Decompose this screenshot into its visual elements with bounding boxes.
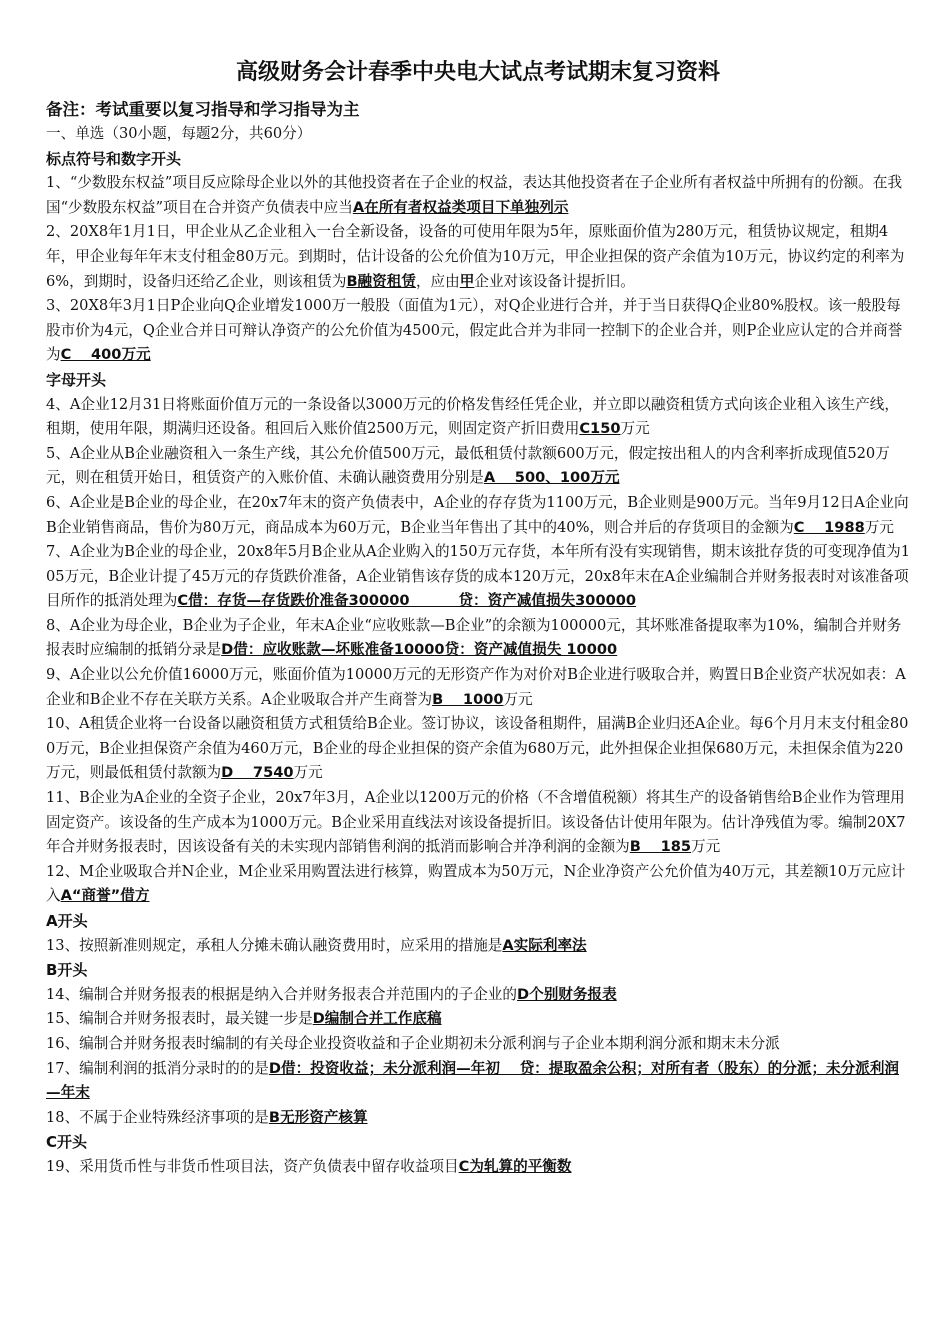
question-12 bbox=[46, 860, 910, 909]
question-6 bbox=[46, 491, 910, 540]
answer: C150 bbox=[579, 420, 621, 438]
question-text: 9、A企业以公允价值16000万元，账面价值为10000万元的无形资产作为对价对B企业进行吸取合并，购置日B企业资产状况如表：A企业和B企业不存在关联方关系。A企业吸取合并产生商誉为 bbox=[46, 666, 906, 708]
question-text-tail: 万元 bbox=[864, 518, 894, 536]
group-heading-letter: 字母开头 bbox=[46, 370, 107, 389]
question-text: 3、20X8年3月1日P企业向Q企业增发1000万一般股（面值为1元），对Q企业进行合并，并于当日获得Q企业80%股权。该一般股每股市价为4元，Q企业合并日可辩认净资产的公允价值为4500元，假定此合并为非同一控制下的企业合并，则P企业应认定的合并商誉为 bbox=[46, 297, 903, 364]
question-text: 15、编制合并财务报表时，最关键一步是 bbox=[46, 1010, 313, 1028]
question-9 bbox=[46, 663, 910, 712]
question-text-mid: ，应由 bbox=[415, 272, 460, 290]
question-5 bbox=[46, 442, 910, 491]
question-text: 17、编制利润的抵消分录时的的是 bbox=[46, 1059, 269, 1077]
question-11 bbox=[46, 786, 910, 860]
question-text: 18、不属于企业特殊经济事项的是 bbox=[46, 1108, 269, 1126]
question-text-tail: 万元 bbox=[691, 838, 721, 856]
question-text: 19、采用货币性与非货币性项目法，资产负债表中留存收益项目 bbox=[46, 1157, 459, 1175]
answer: D借：应收账款—坏账准备10000贷：资产减值损失 10000 bbox=[221, 641, 618, 659]
answer: B 1000 bbox=[432, 690, 504, 708]
answer: B 185 bbox=[629, 838, 692, 856]
question-text-tail: 万元 bbox=[293, 764, 323, 782]
question-text: 6、A企业是B企业的母企业，在20x7年末的资产负债表中，A企业的存存货为1100万元，B企业则是900万元。当年9月12日A企业向B企业销售商品，售价为80万元，商品成本为60万元，B企业当年售出了其中的40%，则合并后的存货项目的金额为 bbox=[46, 493, 909, 536]
question-18 bbox=[46, 1106, 910, 1131]
answer: A在所有者权益类项目下单独列示 bbox=[352, 198, 569, 216]
question-text: 5、A企业从B企业融资租入一条生产线，其公允价值500万元，最低租赁付款额600万元，假定按出租人的内含利率折成现值520万元，则在租赁开始日，租赁资产的入账价值、未确认融资费用分别是 bbox=[46, 444, 890, 487]
answer: A 500、100万元 bbox=[483, 469, 620, 487]
question-7 bbox=[46, 540, 910, 614]
question-2 bbox=[46, 220, 910, 294]
question-text-tail: 企业对该设备计提折旧。 bbox=[474, 272, 635, 290]
question-text: 7、A企业为B企业的母企业，20x8年5月B企业从A企业购入的150万元存货，本年所有没有实现销售，期末该批存货的可变现净值为105万元，B企业计提了45万元的存货跌价准备，A企业销售该存货的成本120万元，20x8年末在A企业编制合并财务报表时对该准备项目所作的抵消处理为 bbox=[46, 543, 911, 610]
document-title: 高级财务会计春季中央电大试点考试期末复习资料 bbox=[235, 60, 720, 85]
question-text-tail: 万元 bbox=[503, 690, 533, 708]
question-3 bbox=[46, 294, 910, 368]
question-text: 16、编制合并财务报表时编制的有关母企业投资收益和子企业期初未分派利润与子企业本期利润分派和期末未分派 bbox=[46, 1034, 780, 1052]
answer: D借：投资收益；未分派利润—年初 贷：提取盈余公积；对所有者（股东）的分派；未分派利润—年末 bbox=[46, 1059, 900, 1102]
answer: D 7540 bbox=[221, 764, 294, 782]
answer: D个别财务报表 bbox=[516, 985, 617, 1003]
question-text: 13、按照新准则规定，承租人分摊未确认融资费用时，应采用的措施是 bbox=[46, 936, 503, 954]
group-heading-punct-digit: 标点符号和数字开头 bbox=[46, 149, 182, 168]
question-13 bbox=[46, 934, 910, 959]
question-text: 11、B企业为A企业的全资子企业，20x7年3月，A企业以1200万元的价格（不含增值税额）将其生产的设备销售给B企业作为管理用固定资产。该设备的生产成本为1000万元。B企业采用直线法对该设备提折旧。该设备估计使用年限为。估计净残值为零。编制20X7年合并财务报表时，因该设备有关的未实现内部销售利润的抵消而影响合并净利润的金额为 bbox=[46, 789, 906, 856]
answer: A实际利率法 bbox=[502, 936, 587, 954]
question-10 bbox=[46, 712, 910, 786]
question-16 bbox=[46, 1032, 910, 1057]
question-text: 1、“少数股东权益”项目反应除母企业以外的其他投资者在子企业的权益，表达其他投资者在子企业所有者权益中所拥有的份额。在我国“少数股东权益”项目在合并资产负债表中应当 bbox=[46, 174, 903, 216]
answer: C为轧算的平衡数 bbox=[458, 1157, 572, 1175]
answer: C借：存货—存货跌价准备300000 贷：资产减值损失300000 bbox=[177, 592, 637, 610]
question-8 bbox=[46, 614, 910, 663]
question-text: 8、A企业为母企业，B企业为子企业，年末A企业“应收账款—B企业”的余额为100000元，其坏账准备提取率为10%，编制合并财务报表时应编制的抵销分录是 bbox=[46, 616, 902, 659]
question-text: 12、M企业吸取合并N企业，M企业采用购置法进行核算，购置成本为50万元，N企业净资产公允价值为40万元，其差额10万元应计入 bbox=[46, 862, 906, 905]
note-line: 备注：考试重要以复习指导和学习指导为主 bbox=[46, 100, 360, 119]
answer: D编制合并工作底稿 bbox=[312, 1010, 442, 1028]
question-text-tail: 万元 bbox=[620, 420, 650, 438]
question-14 bbox=[46, 983, 910, 1008]
question-15 bbox=[46, 1007, 910, 1032]
answer-2: 甲 bbox=[459, 272, 475, 290]
answer: A“商誉”借方 bbox=[60, 887, 150, 905]
section-intro: 一、单选（30小题，每题2分，共60分） bbox=[46, 125, 312, 142]
question-17 bbox=[46, 1057, 910, 1106]
question-text: 14、编制合并财务报表的根据是纳入合并财务报表合并范围内的子企业的 bbox=[46, 985, 517, 1003]
answer: C 400万元 bbox=[60, 346, 151, 364]
answer: B无形资产核算 bbox=[268, 1108, 368, 1126]
question-text: 10、A租赁企业将一台设备以融资租赁方式租赁给B企业。签订协议，该设备租期件，届满B企业归还A企业。每6个月月末支付租金800万元，B企业担保资产余值为460万元，B企业的母企业担保的资产余值为680万元，此外担保企业担保680万元，未担保余值为220万元，则最低租赁付款额为 bbox=[46, 715, 909, 782]
group-heading-c: C开头 bbox=[46, 1133, 88, 1152]
group-heading-b: B开头 bbox=[46, 961, 88, 980]
question-1 bbox=[46, 171, 910, 220]
answer: C 1988 bbox=[793, 518, 865, 536]
question-19 bbox=[46, 1155, 910, 1180]
answer: B融资租赁 bbox=[346, 272, 416, 290]
question-text: 4、A企业12月31日将账面价值万元的一条设备以3000万元的价格发售经任凭企业，并立即以融资租赁方式向该企业租入该生产线，租期，使用年限，期满归还设备。租回后入账价值2500万元，则固定资产折旧费用 bbox=[46, 395, 899, 438]
question-4 bbox=[46, 393, 910, 442]
question-text: 2、20X8年1月1日，甲企业从乙企业租入一台全新设备，设备的可使用年限为5年，原账面价值为280万元，租赁协议规定，租期4年，甲企业每年年末支付租金80万元。到期时，估计设备的公允价值为10万元，甲企业担保的资产余值为10万元，协议约定的利率为6%，到期时，设备归还给乙企业，则该租赁为 bbox=[46, 223, 905, 290]
group-heading-a: A开头 bbox=[46, 912, 88, 930]
